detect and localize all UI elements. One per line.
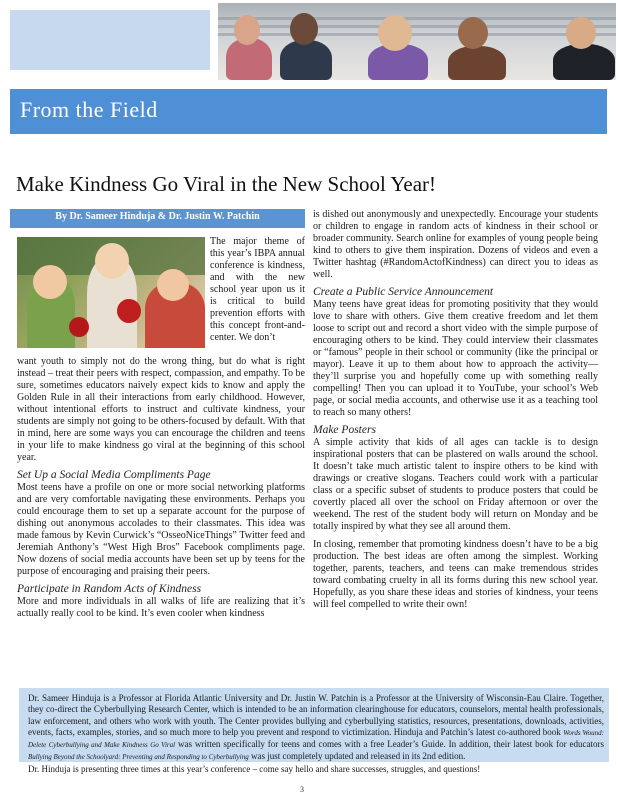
page-number: 3 xyxy=(300,785,304,794)
book-title-bullying-beyond: Bullying Beyond the Schoolyard: Preventing and Responding to Cyberbullying xyxy=(28,753,249,762)
author-bio xyxy=(28,693,604,775)
section-title: From the Field xyxy=(20,97,158,122)
closing-paragraph: In closing, remember that promoting kindness doesn’t have to be a big production. The best ideas are often among the simplest. Working together, parents, teachers, and teens can make tremendous strides toward combating cruelty in all its forms during this new school year. Hopefully, as you share these ideas and stories of kindness, your teens will feel compelled to write their own! xyxy=(313,539,598,610)
children-classroom-photo xyxy=(17,237,205,348)
left-column xyxy=(17,356,305,620)
psa-paragraph: Many teens have great ideas for promoting positivity that they would love to share with others. Give them creative freedom and let them loose to script out and record a short video with the simple purpose of encouraging others to be kind. They could interview their classmates or “famous” people in their school or community (like the principal or mayor). Leave it up to them about how to approach the activity—they’ll surprise you and hopefully come up with something really compelling! Then you can upload it to YouTube, your school’s Web page, or social media accounts, and otherwise use it as a teaching tool to reach so many others! xyxy=(313,299,598,418)
random-acts-continued: is dished out anonymously and unexpectedly. Encourage your students or children to engage in random acts of kindness in their school or broader community. Search online for examples of young people being kind to others to give them inspiration. Dozens of videos and even a Twitter hashtag (#RandomActofKindness) can direct you to ideas as well. xyxy=(313,209,598,280)
intro-wrap-paragraph: The major theme of this year’s IBPA annual conference is kindness, and with the new school year upon us it is critical to build prevention efforts with this concept front-and-center. We don’t xyxy=(210,236,305,343)
bio-text-b: was written specifically for teens and comes with a free Leader’s Guide. In addition, their latest book for educators xyxy=(178,739,604,750)
right-column xyxy=(313,209,598,611)
book-title-words-wound: Words Wound: Delete Cyberbullying and Make Kindness Go Viral xyxy=(28,728,604,750)
students-banner-photo xyxy=(218,3,616,80)
subhead-social-media: Set Up a Social Media Compliments Page xyxy=(17,469,211,481)
bio-text-a: Dr. Sameer Hinduja is a Professor at Florida Atlantic University and Dr. Justin W. Patchin is a Professor at the University of Wisconsin-Eau Claire. Together, they co-direct the Cyberbullying Research Center, which is intended to be an information clearinghouse for educators, counselors, mental health professionals, law enforcement, and others who work with youth. The Center provides bullying and cyberbullying statistics, resources, presentations, downloads, activities, events, facts, examples, stories, and so much more to help you prevent and respond to victimization. Hinduja and Patchin’s latest co-authored book xyxy=(28,693,604,737)
social-media-paragraph: Most teens have a profile on one or more social networking platforms and are very comfortable navigating these environments. Perhaps you could encourage them to set up a separate account for the purpose of dishing out anonymous accolades to their classmates. This idea was made famous by Kevin Curwick’s “OsseoNiceThings” Twitter feed and Jeremiah Anthony’s “West High Bros” Facebook compliments page. Now dozens of social media accounts have been set up by teens for the purpose of encouraging and praising their peers. xyxy=(17,482,305,577)
subhead-posters: Make Posters xyxy=(313,424,376,436)
article-byline: By Dr. Sameer Hinduja & Dr. Justin W. Patchin xyxy=(55,211,260,222)
random-acts-paragraph: More and more individuals in all walks of life are realizing that it’s actually really cool to be kind. It’s even cooler when kindness xyxy=(17,596,305,619)
posters-paragraph: A simple activity that kids of all ages can tackle is to design inspirational posters that can be plastered on walls around the school. It doesn’t take much artistic talent to inspire others to be kind with drawings or creative slogans. Teachers could work with a particular class or a specific subset of students to produce posters that could be covertly placed all over the school on Friday afternoon or over the weekend. The rest of the student body will return on Monday and be totally inspired by what they see all around them. xyxy=(313,437,598,532)
subhead-random-acts: Participate in Random Acts of Kindness xyxy=(17,583,202,595)
article-headline: Make Kindness Go Viral in the New School Year! xyxy=(16,172,437,196)
bio-text-c: was just completely updated and released in its 2nd edition. xyxy=(250,751,466,762)
header-accent-block xyxy=(10,10,210,70)
intro-paragraph: want youth to simply not do the wrong thing, but do what is right instead – treat their peers with respect, compassion, and empathy. To be sure, sometimes educators naively expect kids to know and apply the Golden Rule in all their interactions from early childhood. However, without intentional efforts to instruct and cultivate kindness, your students are simply not going to be others-focused by default. With that in mind, here are some ways you can encourage the children and teens in your life to make kindness go viral at the beginning of this school year. xyxy=(17,356,305,463)
subhead-psa: Create a Public Service Announcement xyxy=(313,286,494,298)
intro-wrap-text xyxy=(210,236,305,344)
bio-text-d: Dr. Hinduja is presenting three times at this year’s conference – come say hello and share successes, struggles, and questions! xyxy=(28,763,481,774)
